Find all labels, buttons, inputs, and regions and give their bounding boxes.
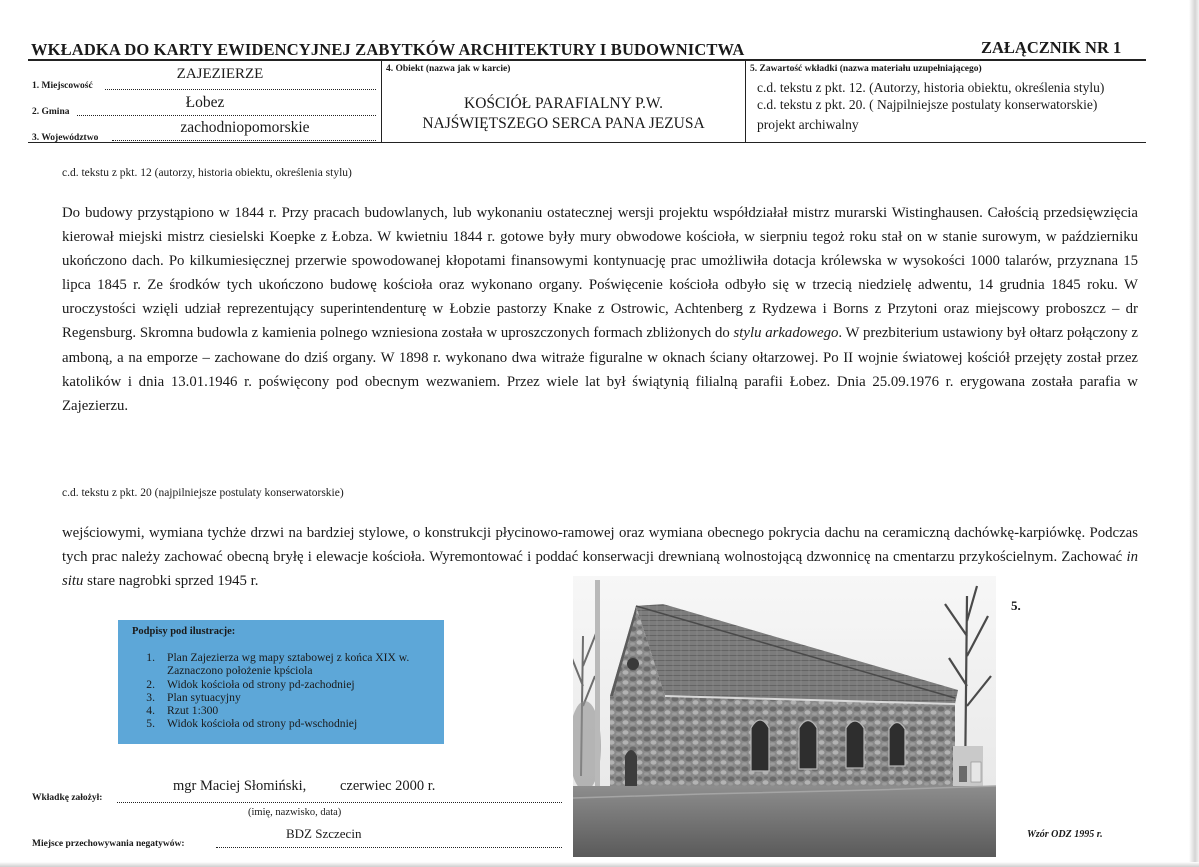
caption-item: 3. Plan sytuacyjny (146, 690, 241, 704)
province-label: 3. Województwo (32, 133, 99, 143)
captions-title: Podpisy pod ilustracje: (132, 626, 236, 637)
section-12-text-part-b: . W prezbiterium ustawiony był ołtarz połączony z amboną, a na emporze – zachowane do dziś organy. W 1898 r. wykonano dwa witraże figuralne w oknach ściany ołtarzowej. Po II wojnie światowej kościół przejęty został przez katolików i dnia 13.01.1946 r. poświęcony pod obecnym wezwaniem. Przez wiele lat był świątynią filialną parafii Łobez. Dnia 25.09.1976 r. erygowana została parafia w Zajezierzu. (62, 325, 1138, 414)
captions-list (130, 651, 447, 731)
object-label: 4. Obiekt (nazwa jak w karcie) (386, 64, 511, 74)
section-12-heading: c.d. tekstu z pkt. 12 (autorzy, historia obiektu, określenia stylu) (62, 167, 352, 179)
negatives-storage-dotted-line (216, 847, 562, 848)
field-divider-2 (745, 60, 746, 143)
caption-item: 1. Plan Zajezierza wg mapy sztabowej z końca XIX w. Zaznaczono położenie kpściola (146, 651, 410, 678)
section-20-text-part-a: wejściowymi, wymiana tychże drzwi na bardziej stylowe, o konstrukcji płycinowo-ramowej oraz wymiana obecnego pokrycia dachu na ceramiczną dachówkę-karpiówkę. Podczas tych prac należy zachować obecną bryłę i elewacje kościoła. Wyremontować i poddać konserwacji drewnianą wolnostojącą dzwonnicę na cmentarzu przykościelnym. Zachować (62, 525, 1138, 566)
section-20-text-part-b: stare nagrobki sprzed 1945 r. (83, 573, 259, 590)
header-rule (28, 59, 1146, 61)
author-dotted-line (117, 802, 562, 803)
negatives-storage-label: Miejsce przechowywania negatywów: (32, 839, 185, 849)
style-name-italic: stylu arkadowego (733, 325, 839, 342)
commune-value: Łobez (185, 94, 225, 111)
fields-bottom-rule (28, 142, 1146, 143)
author-label: Wkładkę założył: (32, 793, 103, 803)
form-model-label: Wzór ODZ 1995 r. (1027, 829, 1103, 840)
in-situ-italic: in situ (62, 549, 1138, 590)
caption-item: 2. Widok kościoła od strony pd-zachodniej (146, 677, 355, 691)
locality-dotted-line (105, 89, 376, 90)
section-20-heading: c.d. tekstu z pkt. 20 (najpilniejsze postulaty konserwatorskie) (62, 487, 344, 499)
commune-dotted-line (77, 115, 376, 116)
contents-item-2: c.d. tekstu z pkt. 20. ( Najpilniejsze postulaty konserwatorskie) (757, 97, 1098, 112)
contents-label: 5. Zawartość wkładki (nazwa materiału uzupełniającego) (750, 64, 982, 74)
caption-item: 4. Rzut 1:300 (146, 704, 219, 718)
section-12-text (62, 201, 1138, 418)
negatives-storage-value: BDZ Szczecin (286, 826, 362, 841)
contents-item-3: projekt archiwalny (757, 117, 859, 132)
locality-value: ZAJEZIERZE (176, 66, 264, 82)
scan-edge-right (1189, 0, 1199, 867)
province-dotted-line (112, 140, 376, 141)
commune-label: 2. Gmina (32, 107, 70, 117)
author-date: czerwiec 2000 r. (340, 778, 436, 794)
church-photo (573, 576, 996, 857)
author-name: mgr Maciej Słomiński, (173, 778, 307, 794)
contents-item-1: c.d. tekstu z pkt. 12. (Autorzy, historia obiektu, określenia stylu) (757, 80, 1105, 95)
scan-edge-bottom (0, 862, 1199, 867)
captions-box (118, 620, 444, 744)
caption-item: 5. Widok kościoła od strony pd-wschodniej (146, 717, 358, 731)
section-12-text-part-a: Do budowy przystąpiono w 1844 r. Przy pracach budowlanych, lub wykonaniu ostatecznej wersji projektu współdziałał mistrz murarski Wistinghausen. Całością przedsięwzięcia kierował miejski mistrz ciesielski Koepke z Łobza. W kwietniu 1844 r. gotowe były mury obwodowe kościoła, w sierpniu tegoż roku stał on w stanie surowym, w październiku ukończono dach. Po kilkumiesięcznej przerwie spowodowanej kłopotami finansowymi kontynuację prac umożliwiła dotacja królewska w wysokości 1000 talarów, przyznana 15 lipca 1845 r. Ze środków tych ukończono budowę kościoła oraz wykonano organy. Poświęcenie kościoła odbyło się w trzecią niedzielę adwentu, 14 grudnia 1845 roku. W uroczystości wzięli udział reprezentujący superintendenturę w Łobzie pastorzy Knake z Ostrowic, Achtenberg z Rydzewa i Borns z Przytoni oraz miejscowy proboszcz – dr Regensburg. Skromna budowla z kamienia polnego wzniesiona została w uproszczonych formach zbliżonych do (62, 205, 1138, 342)
object-name-line-1: KOŚCIÓŁ PARAFIALNY P.W. (464, 95, 663, 112)
photo-number: 5. (1011, 598, 1021, 613)
annex-label: ZAŁĄCZNIK NR 1 (981, 38, 1122, 57)
province-value: zachodniopomorskie (180, 119, 310, 136)
locality-label: 1. Miejscowość (32, 81, 93, 91)
object-name-line-2: NAJŚWIĘTSZEGO SERCA PANA JEZUSA (422, 115, 705, 132)
document-title: WKŁADKA DO KARTY EWIDENCYJNEJ ZABYTKÓW ARCHITEKTURY I BUDOWNICTWA (31, 40, 745, 59)
author-hint: (imię, nazwisko, data) (248, 807, 342, 818)
